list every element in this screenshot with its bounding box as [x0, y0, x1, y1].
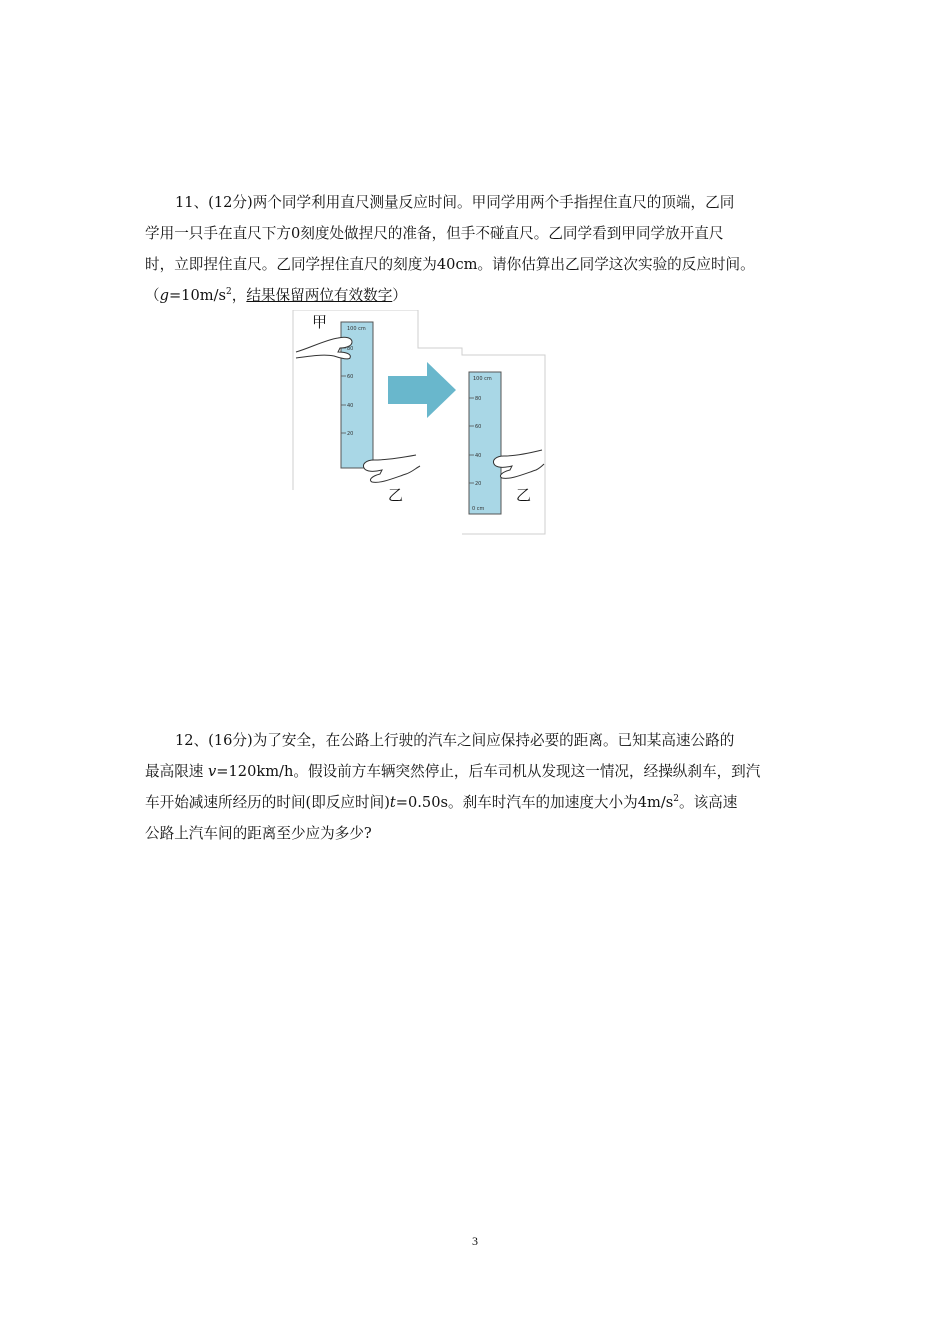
q12-line-3 — [145, 787, 810, 818]
q11-paren-open: （ — [145, 287, 160, 304]
label-yi-right: 乙 — [516, 486, 532, 504]
left-tick-20: 20 — [347, 431, 354, 437]
q11-line-4 — [145, 280, 810, 311]
q12-line-2-rest: =120km/h。假设前方车辆突然停止，后车司机从发现这一情况，经操纵刹车，到汽 — [216, 763, 761, 780]
right-tick-20: 20 — [475, 481, 482, 487]
left-tick-60: 60 — [347, 374, 354, 380]
q12-line-3-start: 车开始减速所经历的时间(即反应时间) — [145, 794, 390, 811]
q12-a-exponent: 2 — [673, 794, 679, 805]
q11-line-2: 学用一只手在直尺下方0刻度处做捏尺的准备，但手不碰直尺。乙同学看到甲同学放开直尺 — [145, 225, 724, 242]
q11-paren-close: ） — [392, 287, 407, 304]
q11-line-3: 时，立即捏住直尺。乙同学捏住直尺的刻度为40cm。请你估算出乙同学这次实验的反应时间。 — [145, 256, 755, 273]
right-ruler-bottom-unit: 0 cm — [472, 506, 485, 512]
right-ruler — [469, 372, 501, 514]
right-tick-60: 60 — [475, 424, 482, 430]
transition-arrow-icon — [388, 362, 456, 418]
q12-line-4: 公路上汽车间的距离至少应为多少? — [145, 825, 372, 842]
q11-separator: ， — [231, 287, 247, 304]
page-number: 3 — [472, 1234, 478, 1248]
ruler-experiment-figure — [290, 310, 550, 540]
q12-t-symbol: t — [389, 794, 396, 811]
question-11 — [145, 187, 810, 311]
question-12 — [145, 725, 810, 849]
right-tick-40: 40 — [475, 453, 482, 459]
q11-g-symbol: g — [159, 287, 169, 304]
right-tick-80: 80 — [475, 396, 482, 402]
label-yi-left: 乙 — [388, 486, 404, 504]
q12-line-3-end: 。该高速 — [678, 794, 738, 811]
q12-line-3-mid: =0.50s。刹车时汽车的加速度大小为4m/s — [395, 794, 674, 811]
label-jia: 甲 — [312, 313, 328, 331]
left-ruler-top-unit: 100 cm — [347, 326, 366, 332]
q11-precision-note: 结果保留两位有效数字 — [246, 287, 393, 304]
right-ruler-top-unit: 100 cm — [473, 376, 492, 382]
q12-v-symbol: v — [208, 763, 217, 780]
q11-line-1: 11、(12分)两个同学利用直尺测量反应时间。甲同学用两个手指捏住直尺的顶端，乙同 — [175, 194, 735, 211]
left-tick-80: 80 — [347, 346, 354, 352]
q11-g-value: =10m/s — [168, 287, 226, 304]
left-tick-40: 40 — [347, 403, 354, 409]
ruler-figure-svg — [290, 310, 550, 540]
q12-line-2 — [145, 756, 810, 787]
q12-line-2-start: 最高限速 — [145, 763, 209, 780]
hand-jia-icon — [296, 337, 352, 359]
q11-g-exponent: 2 — [226, 287, 232, 298]
q12-line-1: 12、(16分)为了安全，在公路上行驶的汽车之间应保持必要的距离。已知某高速公路的 — [175, 732, 735, 749]
